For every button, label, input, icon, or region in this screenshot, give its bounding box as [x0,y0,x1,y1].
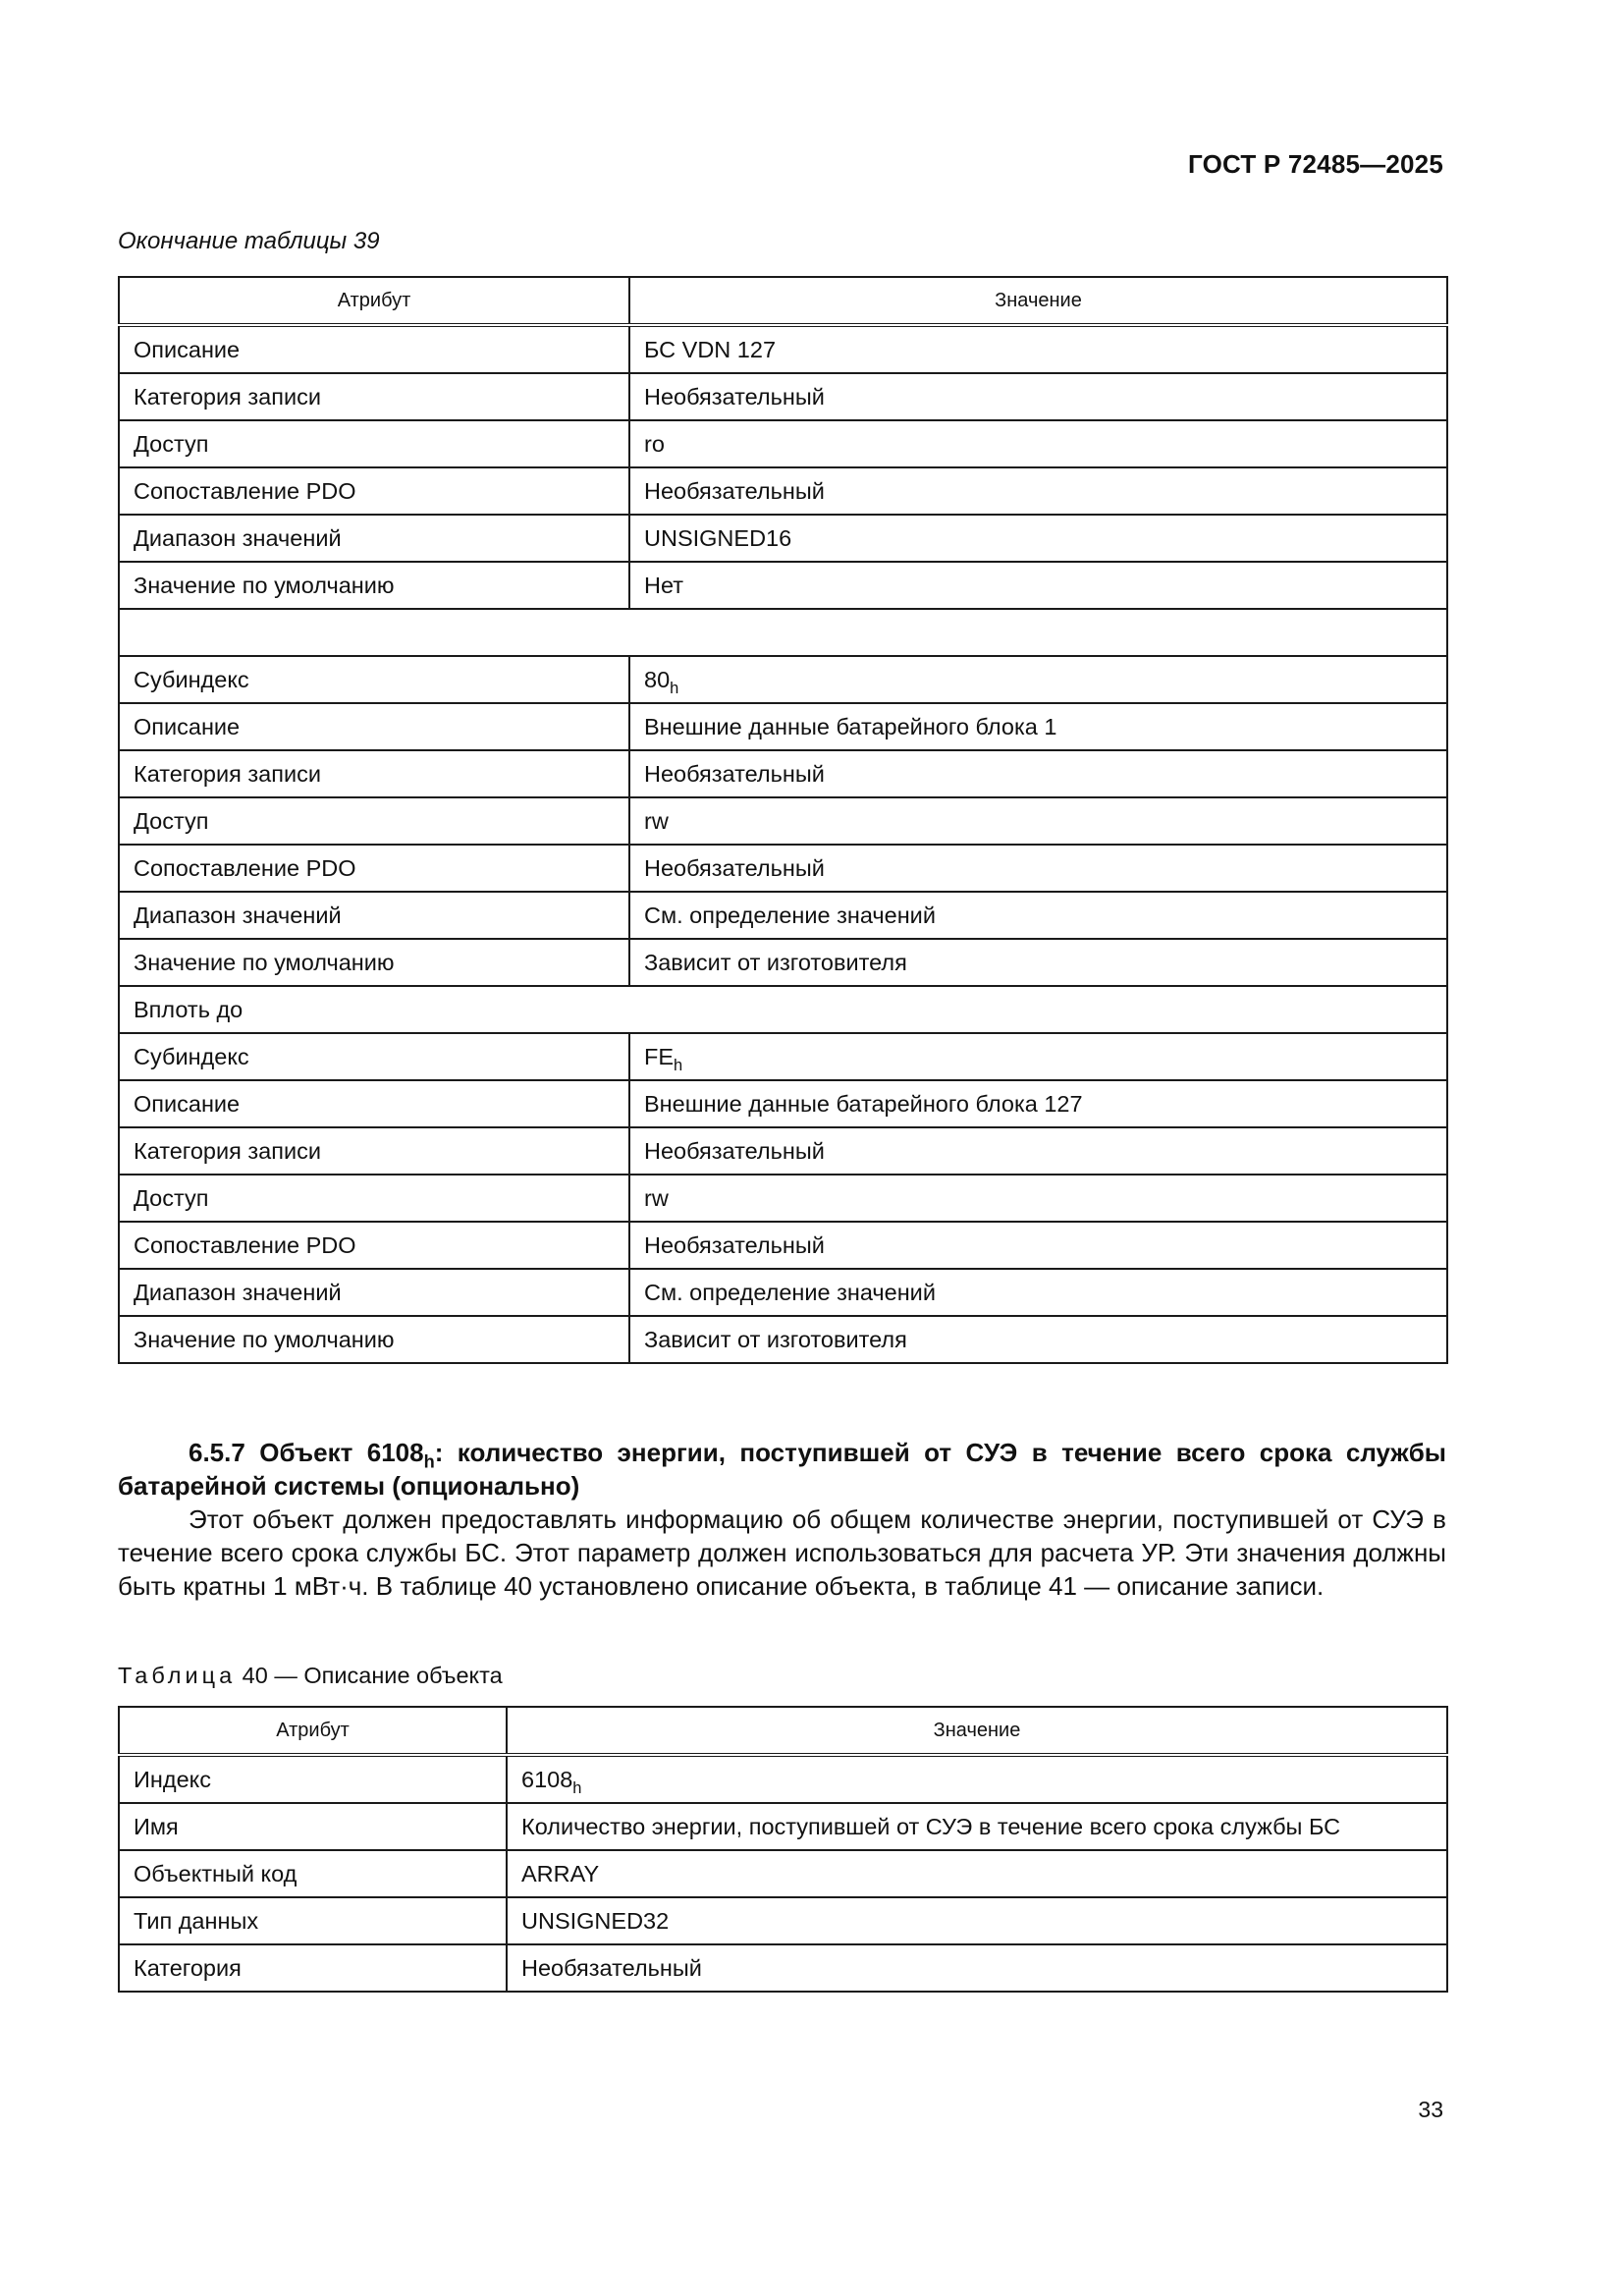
table-row [119,1803,1447,1850]
table-row [119,562,1447,609]
value-text: UNSIGNED16 [644,524,792,551]
attribute-cell: Сопоставление PDO [119,1222,629,1269]
table-40 [118,1706,1448,1993]
table-row [119,703,1447,750]
value-cell [507,1944,1447,1992]
value-cell [629,1222,1447,1269]
value-cell [507,1755,1447,1803]
table-40-caption-text: 40 — Описание объекта [236,1663,503,1688]
table-row [119,939,1447,986]
value-cell [507,1850,1447,1897]
value-cell [629,1175,1447,1222]
attribute-cell: Диапазон значений [119,1269,629,1316]
value-cell [629,750,1447,797]
value-text: Зависит от изготовителя [644,1326,907,1352]
table-40-body [119,1755,1447,1992]
value-text: Внешние данные батарейного блока 127 [644,1090,1083,1117]
value-subscript: h [572,1778,582,1797]
attribute-cell: Категория записи [119,1127,629,1175]
value-text: ro [644,430,665,457]
value-text: Необязательный [644,760,825,787]
table-row [119,1033,1447,1080]
value-cell [629,325,1447,373]
table-row [119,1080,1447,1127]
value-subscript: h [674,1056,683,1074]
value-text: rw [644,807,669,834]
table-row [119,1944,1447,1992]
value-text: ARRAY [521,1860,600,1886]
table-39-caption: Окончание таблицы 39 [118,228,380,254]
table-row [119,845,1447,892]
attribute-cell: Сопоставление PDO [119,467,629,515]
value-cell [629,1033,1447,1080]
table-row [119,1127,1447,1175]
value-cell [507,1803,1447,1850]
attribute-cell: Описание [119,1080,629,1127]
table-row [119,986,1447,1033]
heading-rest: : количество энергии, поступившей от СУЭ в течение всего срока службы батарейной системы (опционально) [118,1438,1447,1501]
attribute-cell: Диапазон значений [119,892,629,939]
value-cell [629,656,1447,703]
heading-subscript: h [423,1451,435,1472]
value-text: 80 [644,666,671,692]
attribute-cell: Доступ [119,797,629,845]
attribute-cell: Категория [119,1944,507,1992]
value-cell [629,420,1447,467]
attribute-cell: Имя [119,1803,507,1850]
span-cell: Вплоть до [119,986,1447,1033]
attribute-cell: Тип данных [119,1897,507,1944]
table-40-caption [118,1663,503,1689]
table-row [119,797,1447,845]
attribute-cell: Доступ [119,420,629,467]
column-header-value: Значение [507,1707,1447,1755]
attribute-cell: Сопоставление PDO [119,845,629,892]
table-row [119,656,1447,703]
section-6-5-7 [118,1436,1446,1603]
table-row [119,1755,1447,1803]
document-code: ГОСТ Р 72485—2025 [1188,149,1443,179]
value-text: Зависит от изготовителя [644,949,907,975]
value-subscript: h [670,679,679,697]
value-text: FE [644,1043,675,1069]
table-row [119,1222,1447,1269]
table-header-row [119,1707,1447,1755]
value-cell [629,467,1447,515]
span-cell [119,609,1447,656]
value-cell [629,939,1447,986]
table-row [119,1897,1447,1944]
column-header-value: Значение [629,277,1447,325]
value-cell [629,1269,1447,1316]
value-text: Необязательный [644,1231,825,1258]
attribute-cell: Индекс [119,1755,507,1803]
value-text: Необязательный [521,1954,702,1981]
table-row [119,373,1447,420]
value-cell [629,1316,1447,1363]
table-40-caption-label: Таблица [118,1663,237,1688]
attribute-cell: Категория записи [119,750,629,797]
attribute-cell: Категория записи [119,373,629,420]
table-row [119,467,1447,515]
value-text: rw [644,1184,669,1211]
attribute-cell: Доступ [119,1175,629,1222]
table-row [119,1850,1447,1897]
value-text: Необязательный [644,383,825,410]
attribute-cell: Диапазон значений [119,515,629,562]
attribute-cell: Субиндекс [119,656,629,703]
table-row [119,892,1447,939]
attribute-cell: Субиндекс [119,1033,629,1080]
value-text: См. определение значений [644,1279,936,1305]
page-number: 33 [1418,2097,1443,2122]
value-cell [629,562,1447,609]
value-cell [507,1897,1447,1944]
value-text: Количество энергии, поступившей от СУЭ в течение всего срока службы БС [521,1813,1341,1839]
value-text: См. определение значений [644,902,936,928]
attribute-cell: Значение по умолчанию [119,939,629,986]
value-cell [629,797,1447,845]
value-text: Необязательный [644,477,825,504]
table-row [119,1316,1447,1363]
value-text: 6108 [521,1766,573,1792]
attribute-cell: Значение по умолчанию [119,1316,629,1363]
value-cell [629,515,1447,562]
section-paragraph: Этот объект должен предоставлять информацию об общем количестве энергии, поступившей от СУЭ в течение всего срока службы БС. Этот параметр должен использоваться для расчета УР. Эти значения должны быть кратны 1 мВт·ч. В таблице 40 установлено описание объекта, в таблице 41 — описание записи. [118,1504,1446,1601]
table-row [119,1175,1447,1222]
value-cell [629,845,1447,892]
value-cell [629,373,1447,420]
table-row [119,515,1447,562]
attribute-cell: Значение по умолчанию [119,562,629,609]
section-heading [118,1436,1446,1503]
table-row [119,420,1447,467]
table-row [119,325,1447,373]
table-header-row [119,277,1447,325]
table-39 [118,276,1448,1364]
value-text: Необязательный [644,1137,825,1164]
column-header-attribute: Атрибут [119,277,629,325]
table-row [119,609,1447,656]
heading-prefix: 6.5.7 Объект 6108 [189,1438,424,1467]
table-row [119,1269,1447,1316]
attribute-cell: Объектный код [119,1850,507,1897]
attribute-cell: Описание [119,325,629,373]
value-text: Необязательный [644,854,825,881]
value-text: UNSIGNED32 [521,1907,670,1934]
value-cell [629,1127,1447,1175]
value-cell [629,703,1447,750]
value-cell [629,892,1447,939]
table-row [119,750,1447,797]
value-text: Внешние данные батарейного блока 1 [644,713,1057,739]
value-text: Нет [644,572,684,598]
attribute-cell: Описание [119,703,629,750]
column-header-attribute: Атрибут [119,1707,507,1755]
value-cell [629,1080,1447,1127]
value-text: БС VDN 127 [644,336,777,362]
table-39-body [119,325,1447,1363]
